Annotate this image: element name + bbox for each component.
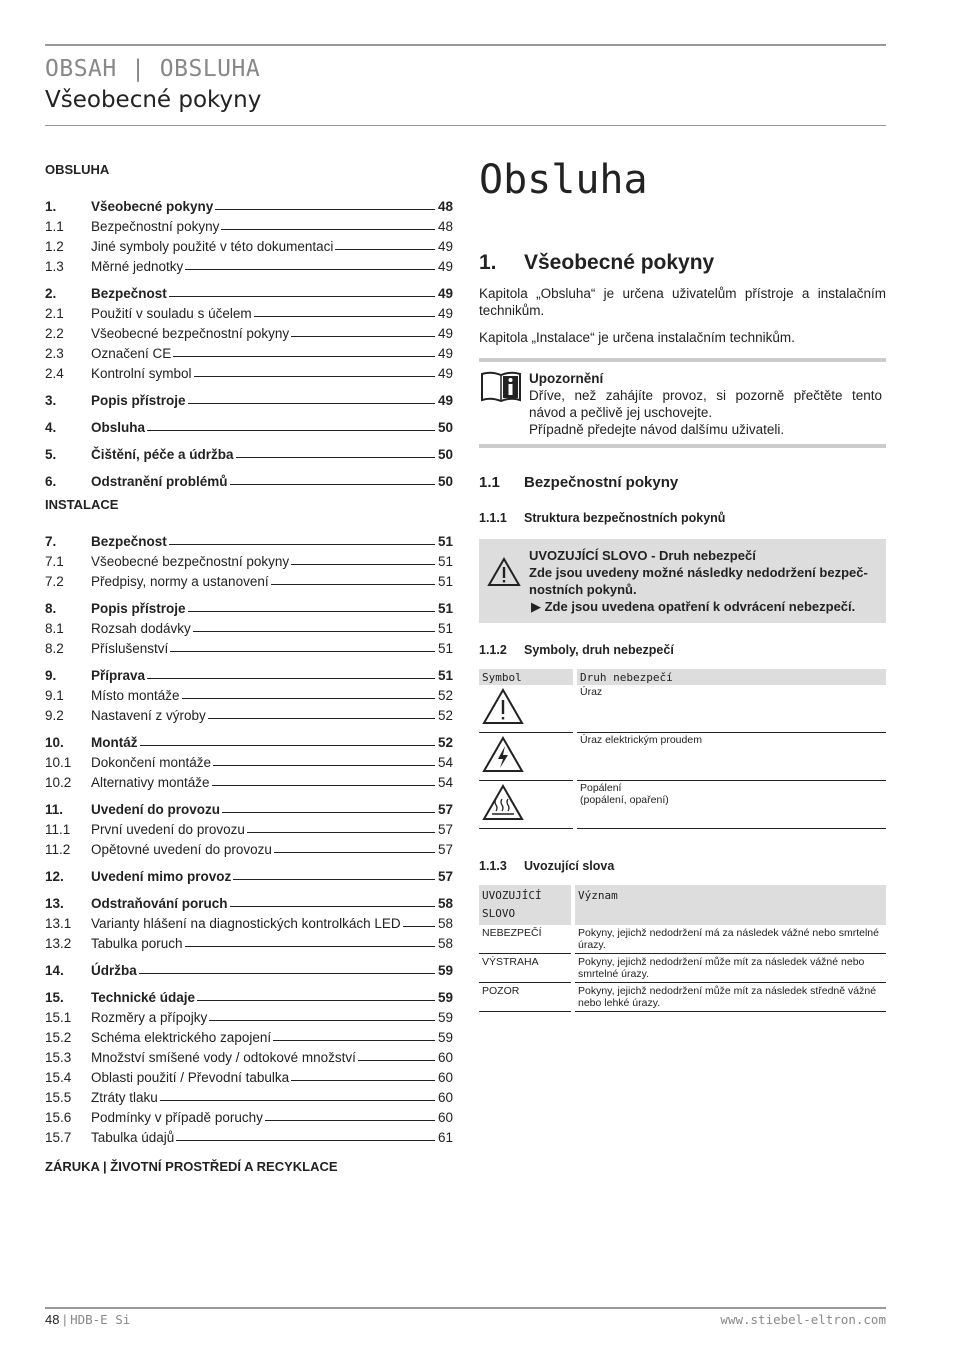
toc-entry[interactable] xyxy=(45,301,453,321)
toc-entry-title: Odstranění problémů xyxy=(91,474,228,489)
toc-entry[interactable] xyxy=(45,857,453,884)
toc-entry-page: 49 xyxy=(437,306,453,321)
footer-left xyxy=(45,1312,130,1327)
notice-line-2: Případně předejte návod dalšímu uživateli. xyxy=(529,422,785,437)
toc-section-obsluha: OBSLUHA xyxy=(45,162,110,177)
toc-leader xyxy=(247,832,435,833)
toc-leader xyxy=(215,209,435,210)
toc-entry-number: 13. xyxy=(45,896,64,911)
toc-entry[interactable] xyxy=(45,837,453,857)
toc-leader xyxy=(193,631,435,632)
toc-entry[interactable] xyxy=(45,589,453,616)
warning-triangle-icon xyxy=(479,685,573,733)
toc-entry-page: 51 xyxy=(437,621,453,636)
toc-leader xyxy=(291,564,435,565)
toc-entry-page: 58 xyxy=(437,916,453,931)
notice-title: Upozornění xyxy=(529,371,604,386)
toc-entry-number: 13.2 xyxy=(45,936,72,951)
toc-leader xyxy=(147,678,435,679)
toc-entry-page: 57 xyxy=(437,842,453,857)
toc-entry-title: Oblasti použití / Převodní tabulka xyxy=(91,1070,290,1085)
toc-entry-number: 8. xyxy=(45,601,57,616)
toc-entry-title: Rozsah dodávky xyxy=(91,621,191,636)
toc-entry-title: Kontrolní symbol xyxy=(91,366,192,381)
heading-3-title: Struktura bezpečnostních pokynů xyxy=(524,511,726,525)
toc-entry-page: 57 xyxy=(437,822,453,837)
toc-entry-title: Měrné jednotky xyxy=(91,259,184,274)
hazard-text: Úraz elektrickým proudem xyxy=(577,733,886,781)
toc-entry[interactable] xyxy=(45,361,453,381)
toc-entry-title: Příslušenství xyxy=(91,641,169,656)
table-row xyxy=(479,685,886,733)
toc-leader xyxy=(139,973,435,974)
main-content xyxy=(479,150,886,1012)
toc-entry[interactable] xyxy=(45,703,453,723)
toc-entry[interactable] xyxy=(45,1065,453,1085)
hot-surface-icon xyxy=(479,781,573,829)
toc-obsluha-list xyxy=(45,187,453,489)
toc-entry-title: Uvedení do provozu xyxy=(91,802,221,817)
toc-entry-page: 60 xyxy=(437,1090,453,1105)
toc-leader xyxy=(188,403,435,404)
toc-entry[interactable] xyxy=(45,462,453,489)
toc-entry-page: 50 xyxy=(437,420,453,435)
warning-structure-box xyxy=(479,539,886,623)
signal-word: VÝSTRAHA xyxy=(479,954,571,983)
toc-entry-title: Místo montáže xyxy=(91,688,180,703)
toc-leader xyxy=(403,926,435,927)
signal-word-meaning: Pokyny, jejichž nedodržení má za následek vážné nebo smrtelné úrazy. xyxy=(575,925,886,954)
toc-leader xyxy=(169,296,435,297)
toc-entry-title: Jiné symboly použité v této dokumentaci xyxy=(91,239,334,254)
toc-entry-number: 15.3 xyxy=(45,1050,72,1065)
toc-leader xyxy=(254,316,435,317)
toc-entry-title: Ztráty tlaku xyxy=(91,1090,158,1105)
toc-entry[interactable] xyxy=(45,214,453,234)
toc-leader xyxy=(236,457,435,458)
info-book-icon xyxy=(479,370,529,438)
toc-entry-page: 51 xyxy=(437,641,453,656)
footer-rule xyxy=(45,1307,886,1309)
toc-leader xyxy=(209,1020,435,1021)
toc-entry-title: Všeobecné bezpečnostní pokyny xyxy=(91,326,290,341)
toc-entry-page: 49 xyxy=(437,239,453,254)
toc-entry-number: 8.1 xyxy=(45,621,64,636)
table-row xyxy=(479,781,886,829)
toc-entry[interactable] xyxy=(45,569,453,589)
toc-entry-page: 51 xyxy=(437,668,453,683)
toc-leader xyxy=(222,812,435,813)
header-chapter: OBSAH | OBSLUHA xyxy=(45,56,261,82)
page-footer xyxy=(45,1312,886,1327)
toc-entry-title: Použití v souladu s účelem xyxy=(91,306,252,321)
toc-entry-title: Údržba xyxy=(91,963,137,978)
toc-entry-number: 10.1 xyxy=(45,755,72,770)
toc-entry-number: 9.1 xyxy=(45,688,64,703)
toc-entry[interactable] xyxy=(45,750,453,770)
toc-entry[interactable] xyxy=(45,817,453,837)
toc-entry[interactable] xyxy=(45,770,453,790)
signal-word: NEBEZPEČÍ xyxy=(479,925,571,954)
toc-entry-number: 6. xyxy=(45,474,57,489)
toc-entry-page: 52 xyxy=(437,688,453,703)
toc-entry-number: 10.2 xyxy=(45,775,72,790)
toc-entry-page: 52 xyxy=(437,708,453,723)
heading-3-number: 1.1.1 xyxy=(479,511,507,525)
toc-entry-number: 13.1 xyxy=(45,916,72,931)
heading-3-number: 1.1.3 xyxy=(479,859,507,873)
toc-entry-title: Označení CE xyxy=(91,346,172,361)
toc-entry-title: Technické údaje xyxy=(91,990,196,1005)
heading-3-signal-words xyxy=(479,859,886,873)
toc-entry-number: 12. xyxy=(45,869,64,884)
toc-entry-number: 7.2 xyxy=(45,574,64,589)
toc-entry-number: 4. xyxy=(45,420,57,435)
toc-leader xyxy=(188,611,435,612)
notice-text xyxy=(529,370,882,438)
toc-entry[interactable] xyxy=(45,636,453,656)
toc-entry-title: Uvedení mimo provoz xyxy=(91,869,232,884)
toc-entry-page: 57 xyxy=(437,802,453,817)
toc-entry-number: 2.4 xyxy=(45,366,64,381)
toc-entry[interactable] xyxy=(45,408,453,435)
toc-entry-number: 15.6 xyxy=(45,1110,72,1125)
signal-word-meaning: Pokyny, jejichž nedodržení může mít za následek vážné nebo smrtelné úrazy. xyxy=(575,954,886,983)
toc-leader xyxy=(169,544,435,545)
toc-entry-title: Všeobecné pokyny xyxy=(91,199,214,214)
toc-entry[interactable] xyxy=(45,234,453,254)
toc-leader xyxy=(291,336,435,337)
table-header-signal-word: UVOZUJÍCÍ SLOVO xyxy=(479,885,571,925)
toc-entry-number: 2.1 xyxy=(45,306,64,321)
toc-entry-number: 15. xyxy=(45,990,64,1005)
heading-2-number: 1.1 xyxy=(479,474,500,491)
toc-entry-title: Tabulka údajů xyxy=(91,1130,175,1145)
toc-section-instalace: INSTALACE xyxy=(45,497,119,512)
model-name: HDB-E Si xyxy=(70,1312,131,1327)
toc-entry-title: Dokončení montáže xyxy=(91,755,212,770)
heading-1-title: Všeobecné pokyny xyxy=(524,251,715,274)
toc-entry-title: Nastavení z výroby xyxy=(91,708,206,723)
toc-entry[interactable] xyxy=(45,321,453,341)
toc-entry-title: Podmínky v případě poruchy xyxy=(91,1110,263,1125)
table-of-contents xyxy=(45,160,453,1174)
toc-entry-title: Popis přístroje xyxy=(91,393,186,408)
toc-leader xyxy=(230,484,435,485)
toc-leader xyxy=(271,584,435,585)
table-row xyxy=(479,983,886,1012)
toc-entry[interactable] xyxy=(45,951,453,978)
toc-entry-number: 10. xyxy=(45,735,64,750)
toc-leader xyxy=(194,376,435,377)
toc-entry-title: Obsluha xyxy=(91,420,146,435)
toc-leader xyxy=(185,946,435,947)
toc-entry-page: 54 xyxy=(437,755,453,770)
toc-entry-page: 49 xyxy=(437,259,453,274)
table-header-symbol: Symbol xyxy=(479,669,573,685)
hazard-text xyxy=(577,781,886,829)
toc-entry-number: 15.2 xyxy=(45,1030,72,1045)
toc-entry-page: 49 xyxy=(437,366,453,381)
toc-entry-title: Čištění, péče a údržba xyxy=(91,447,234,462)
toc-entry[interactable] xyxy=(45,381,453,408)
toc-entry[interactable] xyxy=(45,790,453,817)
heading-2-title: Bezpečnostní pokyny xyxy=(524,474,679,491)
toc-entry-number: 11.1 xyxy=(45,822,71,837)
notice-box xyxy=(479,358,886,448)
toc-entry[interactable] xyxy=(45,274,453,301)
toc-instalace-list xyxy=(45,522,453,1145)
toc-entry-number: 15.1 xyxy=(45,1010,72,1025)
toc-entry-number: 1.1 xyxy=(45,219,64,234)
toc-entry-title: Množství smíšené vody / odtokové množství xyxy=(91,1050,356,1065)
toc-entry-page: 48 xyxy=(437,199,453,214)
intro-paragraph-1: Kapitola „Obsluha“ je určena uživatelům přístroje a instalačním technikům. xyxy=(479,286,886,318)
hazard-text-line-2: (popálení, opaření) xyxy=(580,794,669,806)
toc-entry-number: 14. xyxy=(45,963,64,978)
toc-entry-title: Bezpečnost xyxy=(91,534,167,549)
toc-entry[interactable] xyxy=(45,931,453,951)
toc-entry-page: 58 xyxy=(437,896,453,911)
table-header-hazard: Druh nebezpečí xyxy=(577,669,886,685)
toc-leader xyxy=(335,249,435,250)
warning-triangle-icon xyxy=(479,547,529,615)
heading-3-symbols xyxy=(479,643,886,657)
toc-entry-page: 59 xyxy=(437,990,453,1005)
heading-3-title: Uvozující slova xyxy=(524,859,615,873)
toc-entry-title: První uvedení do provozu xyxy=(91,822,245,837)
toc-entry[interactable] xyxy=(45,1125,453,1145)
heading-3-structure xyxy=(479,511,886,525)
toc-entry-page: 59 xyxy=(437,1030,453,1045)
toc-leader xyxy=(213,765,435,766)
toc-leader xyxy=(182,698,435,699)
toc-leader xyxy=(274,852,435,853)
toc-entry-number: 9. xyxy=(45,668,57,683)
warning-consequence: Zde jsou uvedeny možné následky nedodržení bezpeč-nostních pokynů. xyxy=(529,565,868,597)
hazard-text-line-1: Popálení xyxy=(580,782,622,794)
toc-entry-title: Varianty hlášení na diagnostických kontrolkách LED xyxy=(91,916,401,931)
header-bottom-rule xyxy=(45,125,886,126)
toc-entry[interactable] xyxy=(45,884,453,911)
toc-entry[interactable] xyxy=(45,549,453,569)
toc-entry[interactable] xyxy=(45,187,453,214)
heading-2 xyxy=(479,474,886,491)
toc-entry-number: 11. xyxy=(45,802,64,817)
symbols-table xyxy=(479,669,886,829)
toc-entry-page: 48 xyxy=(437,219,453,234)
toc-entry[interactable] xyxy=(45,522,453,549)
heading-1-number: 1. xyxy=(479,251,497,274)
toc-entry[interactable] xyxy=(45,341,453,361)
toc-leader xyxy=(265,1120,435,1121)
toc-entry-number: 11.2 xyxy=(45,842,71,857)
website-url: www.stiebel-eltron.com xyxy=(720,1312,886,1327)
toc-entry-title: Opětovné uvedení do provozu xyxy=(91,842,272,857)
toc-entry-number: 1. xyxy=(45,199,57,214)
electric-shock-icon xyxy=(479,733,573,781)
signal-words-table xyxy=(479,885,886,1012)
toc-entry[interactable] xyxy=(45,656,453,683)
toc-entry-title: Bezpečnostní pokyny xyxy=(91,219,220,234)
toc-entry-page: 59 xyxy=(437,963,453,978)
toc-entry-number: 7.1 xyxy=(45,554,64,569)
toc-entry-page: 51 xyxy=(437,534,453,549)
toc-entry-page: 51 xyxy=(437,574,453,589)
toc-leader xyxy=(140,745,436,746)
toc-entry-page: 51 xyxy=(437,554,453,569)
toc-entry-title: Odstraňování poruch xyxy=(91,896,228,911)
toc-leader xyxy=(273,1040,435,1041)
toc-entry-number: 2.2 xyxy=(45,326,64,341)
heading-3-number: 1.1.2 xyxy=(479,643,507,657)
toc-entry-number: 8.2 xyxy=(45,641,64,656)
toc-entry-page: 52 xyxy=(437,735,453,750)
toc-entry-title: Všeobecné bezpečnostní pokyny xyxy=(91,554,290,569)
toc-entry-number: 5. xyxy=(45,447,57,462)
toc-entry[interactable] xyxy=(45,1025,453,1045)
toc-leader xyxy=(173,356,435,357)
toc-entry-page: 60 xyxy=(437,1070,453,1085)
toc-entry-page: 60 xyxy=(437,1050,453,1065)
toc-entry-title: Tabulka poruch xyxy=(91,936,183,951)
toc-entry[interactable] xyxy=(45,435,453,462)
table-header-meaning: Význam xyxy=(575,885,886,925)
toc-leader xyxy=(185,269,435,270)
notice-line-1: Dříve, než zahájíte provoz, si pozorně přečtěte tento návod a pečlivě jej uschovejte. xyxy=(529,388,882,420)
toc-entry-page: 49 xyxy=(437,286,453,301)
toc-entry-page: 59 xyxy=(437,1010,453,1025)
toc-entry-number: 2. xyxy=(45,286,57,301)
toc-entry[interactable] xyxy=(45,254,453,274)
warning-measure: ▶ Zde jsou uvedena opatření k odvrácení nebezpečí. xyxy=(531,599,856,614)
toc-entry-title: Alternativy montáže xyxy=(91,775,210,790)
toc-leader xyxy=(176,1140,435,1141)
toc-leader xyxy=(212,785,435,786)
toc-entry-title: Příprava xyxy=(91,668,146,683)
toc-entry-number: 15.4 xyxy=(45,1070,72,1085)
toc-entry-page: 49 xyxy=(437,346,453,361)
heading-1 xyxy=(479,251,886,275)
toc-entry-number: 9.2 xyxy=(45,708,64,723)
toc-leader xyxy=(197,1000,435,1001)
toc-entry-title: Rozměry a přípojky xyxy=(91,1010,208,1025)
toc-entry[interactable] xyxy=(45,1105,453,1125)
toc-entry-page: 49 xyxy=(437,326,453,341)
warning-signal-word: UVOZUJÍCÍ SLOVO - Druh nebezpečí xyxy=(529,548,756,563)
warning-structure-text xyxy=(529,547,880,615)
toc-entry-title: Popis přístroje xyxy=(91,601,186,616)
toc-entry-number: 7. xyxy=(45,534,57,549)
toc-entry-page: 58 xyxy=(437,936,453,951)
toc-entry-page: 50 xyxy=(437,447,453,462)
toc-section-zaruka: ZÁRUKA | ŽIVOTNÍ PROSTŘEDÍ A RECYKLACE xyxy=(45,1159,338,1174)
toc-leader xyxy=(230,906,435,907)
toc-leader xyxy=(147,430,435,431)
toc-leader xyxy=(170,651,435,652)
heading-3-title: Symboly, druh nebezpečí xyxy=(524,643,674,657)
toc-entry-page: 49 xyxy=(437,393,453,408)
table-row xyxy=(479,954,886,983)
toc-entry-title: Montáž xyxy=(91,735,138,750)
header-subtitle: Všeobecné pokyny xyxy=(45,87,262,113)
toc-entry[interactable] xyxy=(45,1045,453,1065)
toc-entry-page: 57 xyxy=(437,869,453,884)
toc-leader xyxy=(221,229,435,230)
signal-word: POZOR xyxy=(479,983,571,1012)
toc-entry-number: 15.5 xyxy=(45,1090,72,1105)
toc-entry-number: 15.7 xyxy=(45,1130,72,1145)
toc-entry-title: Předpisy, normy a ustanovení xyxy=(91,574,269,589)
toc-entry[interactable] xyxy=(45,616,453,636)
toc-leader xyxy=(358,1060,435,1061)
signal-word-meaning: Pokyny, jejichž nedodržení může mít za následek středně vážné nebo lehké úrazy. xyxy=(575,983,886,1012)
table-row xyxy=(479,925,886,954)
toc-entry-page: 51 xyxy=(437,601,453,616)
toc-entry[interactable] xyxy=(45,683,453,703)
table-row xyxy=(479,733,886,781)
hazard-text: Úraz xyxy=(577,685,886,733)
toc-entry[interactable] xyxy=(45,1005,453,1025)
toc-entry-title: Bezpečnost xyxy=(91,286,167,301)
toc-entry[interactable] xyxy=(45,723,453,750)
toc-entry-page: 50 xyxy=(437,474,453,489)
intro-paragraph-2: Kapitola „Instalace“ je určena instalačním technikům. xyxy=(479,330,795,345)
toc-entry[interactable] xyxy=(45,1085,453,1105)
toc-leader xyxy=(291,1080,435,1081)
toc-entry-number: 2.3 xyxy=(45,346,64,361)
chapter-title: Obsluha xyxy=(479,157,648,203)
toc-entry-title: Schéma elektrického zapojení xyxy=(91,1030,272,1045)
toc-entry-page: 54 xyxy=(437,775,453,790)
toc-entry[interactable] xyxy=(45,911,453,931)
toc-entry-number: 3. xyxy=(45,393,57,408)
toc-leader xyxy=(160,1100,435,1101)
toc-entry[interactable] xyxy=(45,978,453,1005)
page-number: 48 xyxy=(45,1312,60,1327)
footer-separator: | xyxy=(59,1312,71,1327)
toc-entry-number: 1.3 xyxy=(45,259,64,274)
toc-leader xyxy=(208,718,435,719)
toc-leader xyxy=(233,879,435,880)
toc-entry-page: 60 xyxy=(437,1110,453,1125)
toc-entry-number: 1.2 xyxy=(45,239,64,254)
header-top-rule xyxy=(45,44,886,46)
toc-entry-page: 61 xyxy=(437,1130,453,1145)
